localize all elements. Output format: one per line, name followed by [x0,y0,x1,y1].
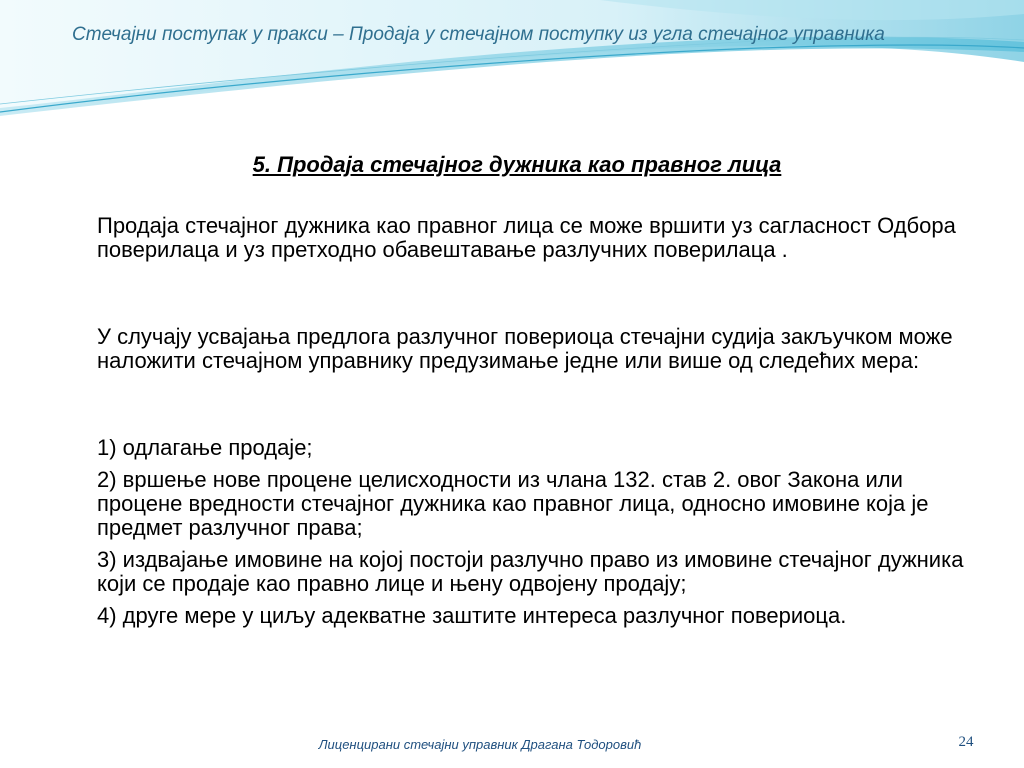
list-item: 3) издвајање имовине на којој постоји разлучно право из имовине стечајног дужника који се продаје као правно лице и њену одвојену продају; [97,547,964,596]
footer-author: Лиценцирани стечајни управник Драгана Тодоровић [318,737,642,752]
section-heading: 5. Продаја стечајног дужника као правног лица [252,152,782,177]
measures-list [97,436,977,636]
header-banner [0,0,1024,120]
page-number: 24 [958,734,974,750]
paragraph-1: Продаја стечајног дужника као правног лица се може вршити уз сагласност Одбора поверилаца и уз претходно обавештавање разлучних поверилаца . [97,213,956,262]
list-item: 4) друге мере у циљу адекватне заштите интереса разлучног повериоца. [97,603,847,628]
list-item: 2) вршење нове процене целисходности из члана 132. став 2. овог Закона или процене вредности стечајног дужника као правног лица, односно имовине која је предмет разлучног права; [97,467,929,540]
header-title: Стечајни поступак у пракси – Продаја у стечајном поступку из угла стечајног управника [72,24,885,45]
list-item: 1) одлагање продаје; [97,435,313,460]
paragraph-2: У случају усвајања предлога разлучног повериоца стечајни судија закључком може наложити стечајном управнику предузимање једне или више од следећих мера: [97,324,953,373]
